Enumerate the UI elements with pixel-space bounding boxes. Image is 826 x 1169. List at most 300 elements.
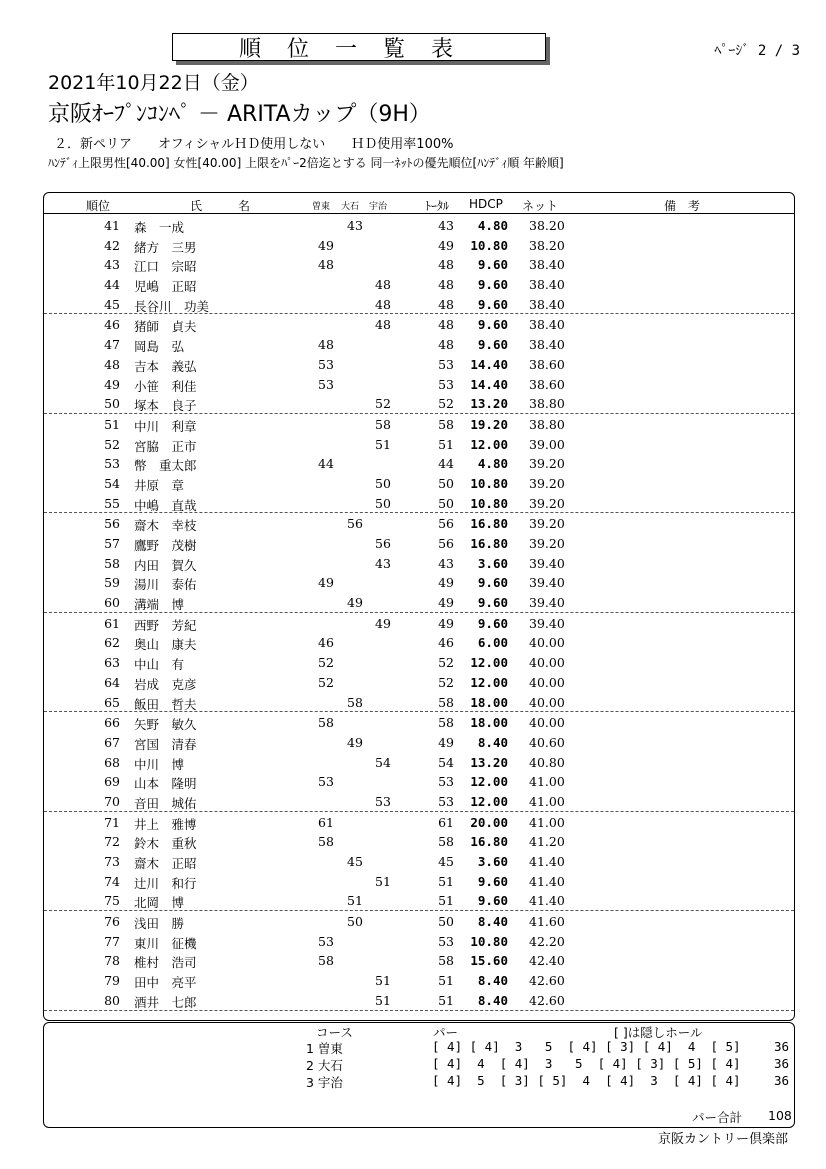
cell-name: 矢野 敏久	[134, 717, 197, 733]
cell-total: 44	[438, 456, 454, 472]
cell-net: 41.00	[529, 814, 565, 830]
hidden-hole-note: [ ]は隠しホール	[614, 1025, 703, 1040]
table-row	[44, 831, 794, 851]
table-row	[44, 553, 794, 573]
event-date: 2021年10月22日（金）	[48, 72, 259, 94]
cell-rank: 43	[104, 257, 120, 273]
cell-s1: 53	[318, 376, 334, 392]
course-holes: [ 4] 4 [ 4] 3 5 [ 4] [ 3] [ 5] [ 4]	[432, 1056, 741, 1071]
course-label: コース	[316, 1025, 353, 1040]
cell-name: 塚本 良子	[134, 398, 197, 414]
header-hdcp: HDCP	[469, 197, 503, 211]
course-holes: [ 4] [ 4] 3 5 [ 4] [ 3] [ 4] 4 [ 5]	[432, 1039, 741, 1054]
cell-net: 38.80	[529, 396, 565, 412]
cell-rank: 77	[104, 933, 120, 949]
cell-s1: 52	[318, 674, 334, 690]
cell-total: 49	[438, 734, 454, 750]
cell-net: 38.20	[529, 218, 565, 233]
cell-hdcp: 18.00	[470, 694, 508, 710]
cell-rank: 47	[104, 337, 120, 353]
cell-total: 58	[438, 834, 454, 850]
club-name: 京阪カントリー倶楽部	[657, 1132, 788, 1147]
table-row	[44, 970, 794, 990]
cell-total: 48	[438, 317, 454, 333]
cell-hdcp: 10.80	[470, 475, 508, 491]
cell-s3: 51	[375, 973, 391, 989]
cell-s2: 51	[347, 893, 363, 909]
cell-rank: 65	[104, 694, 120, 710]
cell-hdcp: 16.80	[470, 834, 508, 850]
cell-hdcp: 9.60	[477, 595, 508, 611]
cell-name: 浅田 勝	[134, 916, 185, 932]
cell-name: 小笹 利佳	[134, 378, 197, 394]
cell-s1: 53	[318, 774, 334, 790]
cell-rank: 73	[104, 854, 120, 869]
cell-net: 39.20	[529, 475, 565, 491]
cell-name: 飯田 哲夫	[134, 696, 197, 712]
cell-hdcp: 9.60	[477, 873, 508, 889]
cell-rank: 52	[104, 436, 120, 452]
cell-net: 42.20	[529, 933, 565, 949]
cell-name: 岡島 弘	[134, 339, 185, 355]
cell-hdcp: 8.40	[477, 734, 508, 750]
cell-net: 39.20	[529, 536, 565, 551]
cell-rank: 59	[104, 575, 120, 591]
table-row	[44, 990, 794, 1011]
cell-net: 39.20	[529, 516, 565, 532]
cell-hdcp: 4.80	[477, 218, 508, 233]
cell-hdcp: 10.80	[470, 237, 508, 253]
table-row	[44, 672, 794, 692]
cell-total: 51	[438, 973, 454, 989]
cell-s1: 61	[318, 814, 334, 830]
cell-hdcp: 12.00	[470, 674, 508, 690]
header-course-1: 曽東	[312, 202, 331, 212]
course-name: 2 大石	[306, 1058, 343, 1073]
cell-name: 幣 重太郎	[134, 458, 197, 474]
cell-s3: 52	[375, 396, 391, 412]
cell-rank: 56	[104, 516, 120, 532]
cell-name: 中川 博	[134, 756, 185, 772]
cell-total: 52	[438, 674, 454, 690]
cell-total: 49	[438, 237, 454, 253]
cell-rank: 75	[104, 893, 120, 909]
cell-rank: 55	[104, 495, 120, 511]
cell-net: 40.00	[529, 715, 565, 731]
course-row	[44, 1039, 794, 1057]
cell-rank: 54	[104, 475, 120, 491]
cell-name: 酒井 七郎	[134, 994, 197, 1010]
cell-net: 40.60	[529, 734, 565, 750]
cell-total: 49	[438, 615, 454, 631]
cell-net: 41.40	[529, 893, 565, 909]
header-total: ﾄｰﾀﾙ	[425, 199, 450, 213]
cell-s1: 58	[318, 953, 334, 969]
cell-s3: 51	[375, 873, 391, 889]
cell-hdcp: 9.60	[477, 317, 508, 333]
cell-net: 41.00	[529, 774, 565, 790]
cell-rank: 42	[104, 237, 120, 253]
cell-s3: 56	[375, 536, 391, 551]
cell-total: 53	[438, 376, 454, 392]
cell-name: 西野 芳紀	[134, 617, 197, 633]
cell-hdcp: 8.40	[477, 992, 508, 1008]
cell-s3: 51	[375, 992, 391, 1008]
cell-total: 53	[438, 933, 454, 949]
results-table	[43, 192, 795, 1021]
page-indicator: ﾍﾟｰｼﾞ 2 / 3	[714, 43, 800, 59]
cell-total: 43	[438, 555, 454, 571]
cell-total: 51	[438, 873, 454, 889]
cell-s3: 50	[375, 495, 391, 511]
cell-total: 46	[438, 635, 454, 651]
cell-s1: 49	[318, 237, 334, 253]
table-row	[44, 354, 794, 374]
table-row	[44, 434, 794, 454]
cell-s1: 53	[318, 356, 334, 372]
table-row	[44, 890, 794, 911]
cell-name: 宮国 清春	[134, 736, 197, 752]
cell-net: 39.20	[529, 456, 565, 472]
cell-total: 48	[438, 257, 454, 273]
cell-net: 42.60	[529, 992, 565, 1008]
table-row	[44, 254, 794, 274]
cell-s3: 51	[375, 436, 391, 452]
cell-total: 53	[438, 774, 454, 790]
cell-s2: 58	[347, 694, 363, 710]
cell-net: 41.60	[529, 914, 565, 930]
cell-name: 中山 有	[134, 657, 185, 673]
cell-rank: 60	[104, 595, 120, 611]
cell-rank: 69	[104, 774, 120, 790]
cell-hdcp: 18.00	[470, 715, 508, 731]
cell-hdcp: 9.60	[477, 337, 508, 353]
cell-name: 井原 章	[134, 477, 185, 493]
cell-name: 緒方 三男	[134, 239, 197, 255]
cell-s3: 48	[375, 296, 391, 312]
course-info-panel	[43, 1022, 795, 1128]
cell-net: 39.40	[529, 595, 565, 611]
cell-net: 42.40	[529, 953, 565, 969]
cell-s3: 54	[375, 754, 391, 770]
cell-net: 40.00	[529, 694, 565, 710]
table-row	[44, 692, 794, 713]
table-row	[44, 235, 794, 255]
cell-name: 森 一成	[134, 220, 185, 235]
cell-net: 40.00	[529, 655, 565, 671]
table-row	[44, 334, 794, 354]
cell-name: 猪師 貞夫	[134, 319, 197, 335]
course-total: 36	[774, 1056, 790, 1071]
table-row	[44, 752, 794, 772]
table-row	[44, 613, 794, 633]
cell-name: 東川 征機	[134, 935, 197, 951]
cell-s2: 56	[347, 516, 363, 532]
cell-net: 41.00	[529, 793, 565, 809]
cell-rank: 67	[104, 734, 120, 750]
header-course-3: 宇治	[369, 202, 388, 212]
cell-total: 48	[438, 337, 454, 353]
cell-net: 40.80	[529, 754, 565, 770]
cell-total: 52	[438, 396, 454, 412]
cell-name: 江口 宗昭	[134, 259, 197, 275]
cell-rank: 79	[104, 973, 120, 989]
cell-s2: 49	[347, 595, 363, 611]
cell-s1: 48	[318, 257, 334, 273]
cell-s2: 45	[347, 854, 363, 869]
cell-rank: 50	[104, 396, 120, 412]
cell-hdcp: 9.60	[477, 575, 508, 591]
cell-name: 音田 城佑	[134, 795, 197, 811]
cell-net: 39.00	[529, 436, 565, 452]
cell-rank: 80	[104, 992, 120, 1008]
cell-total: 58	[438, 715, 454, 731]
table-row	[44, 393, 794, 414]
cell-net: 39.40	[529, 575, 565, 591]
cell-rank: 61	[104, 615, 120, 631]
cell-name: 児嶋 正昭	[134, 279, 197, 295]
cell-hdcp: 10.80	[470, 495, 508, 511]
cell-s1: 44	[318, 456, 334, 472]
cell-total: 54	[438, 754, 454, 770]
cell-total: 53	[438, 793, 454, 809]
cell-rank: 45	[104, 296, 120, 312]
cell-hdcp: 8.40	[477, 914, 508, 930]
cell-s3: 53	[375, 793, 391, 809]
cell-total: 51	[438, 893, 454, 909]
table-row	[44, 414, 794, 434]
cell-hdcp: 6.00	[477, 635, 508, 651]
cell-rank: 51	[104, 416, 120, 432]
header-remarks: 備 考	[664, 199, 701, 213]
table-row	[44, 215, 794, 235]
table-row	[44, 493, 794, 514]
cell-name: 北岡 博	[134, 895, 185, 911]
course-total: 36	[774, 1073, 790, 1088]
table-row	[44, 513, 794, 533]
cell-name: 山本 隆明	[134, 776, 197, 792]
table-row	[44, 592, 794, 613]
table-row	[44, 374, 794, 394]
cell-net: 39.40	[529, 615, 565, 631]
cell-net: 38.40	[529, 337, 565, 353]
cell-rank: 74	[104, 873, 120, 889]
cell-total: 50	[438, 914, 454, 930]
table-row	[44, 950, 794, 970]
cell-total: 51	[438, 436, 454, 452]
cell-rank: 53	[104, 456, 120, 472]
cell-name: 吉本 義弘	[134, 358, 197, 374]
cell-net: 38.60	[529, 356, 565, 372]
cell-name: 田中 亮平	[134, 975, 197, 991]
cell-hdcp: 9.60	[477, 277, 508, 293]
cell-rank: 63	[104, 655, 120, 671]
table-row	[44, 911, 794, 931]
cell-total: 61	[438, 814, 454, 830]
table-row	[44, 791, 794, 812]
cell-net: 38.60	[529, 376, 565, 392]
header-name: 氏 名	[190, 199, 251, 213]
cell-rank: 49	[104, 376, 120, 392]
cell-s2: 49	[347, 734, 363, 750]
cell-net: 40.00	[529, 635, 565, 651]
cell-net: 38.40	[529, 317, 565, 333]
cell-hdcp: 9.60	[477, 615, 508, 631]
header-course-2: 大石	[341, 202, 360, 212]
cell-rank: 46	[104, 317, 120, 333]
cell-rank: 64	[104, 674, 120, 690]
table-row	[44, 652, 794, 672]
cell-rank: 58	[104, 555, 120, 571]
cell-name: 内田 賀久	[134, 557, 197, 573]
cell-hdcp: 13.20	[470, 396, 508, 412]
cell-name: 宮脇 正市	[134, 438, 197, 454]
table-row	[44, 453, 794, 473]
cell-name: 溝端 博	[134, 597, 185, 613]
course-row	[44, 1056, 794, 1074]
cell-net: 38.20	[529, 237, 565, 253]
cell-hdcp: 15.60	[470, 953, 508, 969]
cell-s3: 50	[375, 475, 391, 491]
cell-name: 椎村 浩司	[134, 955, 197, 971]
cell-total: 53	[438, 356, 454, 372]
cell-rank: 62	[104, 635, 120, 651]
cell-hdcp: 14.40	[470, 356, 508, 372]
cell-total: 49	[438, 575, 454, 591]
cell-total: 58	[438, 953, 454, 969]
cell-hdcp: 4.80	[477, 456, 508, 472]
cell-name: 中川 利章	[134, 418, 197, 434]
cell-s2: 43	[347, 218, 363, 233]
header-divider	[44, 213, 794, 214]
cell-hdcp: 16.80	[470, 516, 508, 532]
cell-rank: 71	[104, 814, 120, 830]
table-row	[44, 871, 794, 891]
cell-hdcp: 3.60	[477, 555, 508, 571]
cell-rank: 68	[104, 754, 120, 770]
table-row	[44, 274, 794, 294]
cell-hdcp: 9.60	[477, 893, 508, 909]
cell-hdcp: 12.00	[470, 436, 508, 452]
cell-s3: 48	[375, 277, 391, 293]
cell-name: 齋木 幸枝	[134, 518, 197, 534]
cell-net: 41.20	[529, 834, 565, 850]
table-row	[44, 314, 794, 334]
course-name: 1 曽東	[306, 1041, 343, 1056]
table-row	[44, 712, 794, 732]
cell-net: 38.40	[529, 257, 565, 273]
cell-total: 58	[438, 416, 454, 432]
table-row	[44, 851, 794, 871]
cell-name: 鈴木 重秋	[134, 836, 197, 852]
cell-total: 50	[438, 495, 454, 511]
table-row	[44, 771, 794, 791]
table-row	[44, 294, 794, 315]
par-label: パー	[433, 1025, 459, 1040]
page-title: 順位一覧表	[172, 33, 546, 61]
table-body	[44, 215, 794, 1011]
table-row	[44, 812, 794, 832]
cell-hdcp: 8.40	[477, 973, 508, 989]
cell-s1: 48	[318, 337, 334, 353]
cell-s2: 50	[347, 914, 363, 930]
cell-hdcp: 9.60	[477, 296, 508, 312]
course-row	[44, 1073, 794, 1091]
cell-name: 井上 雅博	[134, 816, 197, 832]
cell-hdcp: 12.00	[470, 655, 508, 671]
cell-total: 48	[438, 277, 454, 293]
cell-s1: 46	[318, 635, 334, 651]
cell-rank: 72	[104, 834, 120, 850]
cell-s1: 49	[318, 575, 334, 591]
cell-hdcp: 13.20	[470, 754, 508, 770]
cell-net: 39.20	[529, 495, 565, 511]
cell-s1: 53	[318, 933, 334, 949]
cell-hdcp: 12.00	[470, 774, 508, 790]
course-holes: [ 4] 5 [ 3] [ 5] 4 [ 4] 3 [ 4] [ 4]	[432, 1073, 741, 1088]
table-row	[44, 931, 794, 951]
cell-hdcp: 10.80	[470, 933, 508, 949]
cell-hdcp: 12.00	[470, 793, 508, 809]
cell-rank: 44	[104, 277, 120, 293]
cell-name: 齋木 正昭	[134, 856, 197, 871]
cell-total: 50	[438, 475, 454, 491]
table-row	[44, 572, 794, 592]
cell-name: 奥山 康夫	[134, 637, 197, 653]
cell-s1: 58	[318, 715, 334, 731]
cell-hdcp: 3.60	[477, 854, 508, 869]
cell-name: 中嶋 直哉	[134, 497, 197, 513]
cell-total: 51	[438, 992, 454, 1008]
table-row	[44, 473, 794, 493]
par-total-label: パー合計	[692, 1110, 743, 1125]
course-total: 36	[774, 1039, 790, 1054]
cell-name: 長谷川 功美	[134, 298, 210, 314]
cell-total: 48	[438, 296, 454, 312]
cell-total: 58	[438, 694, 454, 710]
par-total-value: 108	[768, 1108, 792, 1123]
header-net: ネット	[522, 199, 559, 213]
cell-net: 39.40	[529, 555, 565, 571]
event-name: 京阪ｵｰﾌﾟﾝｺﾝﾍﾟ － ARITAカップ（9H）	[48, 102, 431, 127]
cell-rank: 41	[104, 218, 120, 233]
cell-rank: 70	[104, 793, 120, 809]
cell-name: 岩成 克彦	[134, 676, 197, 692]
table-row	[44, 533, 794, 553]
cell-total: 49	[438, 595, 454, 611]
cell-total: 52	[438, 655, 454, 671]
cell-hdcp: 9.60	[477, 257, 508, 273]
cell-total: 43	[438, 218, 454, 233]
cell-s3: 49	[375, 615, 391, 631]
cell-name: 湯川 泰佑	[134, 577, 197, 593]
cell-s3: 58	[375, 416, 391, 432]
cell-s3: 48	[375, 317, 391, 333]
cell-rank: 48	[104, 356, 120, 372]
table-row	[44, 632, 794, 652]
cell-rank: 66	[104, 715, 120, 731]
cell-total: 56	[438, 516, 454, 532]
cell-s1: 58	[318, 834, 334, 850]
cell-name: 鷹野 茂樹	[134, 538, 197, 553]
table-header	[44, 197, 794, 212]
cell-hdcp: 19.20	[470, 416, 508, 432]
course-name: 3 宇治	[306, 1075, 343, 1090]
cell-net: 41.40	[529, 873, 565, 889]
cell-name: 辻川 和行	[134, 875, 197, 891]
cell-net: 38.80	[529, 416, 565, 432]
cell-total: 45	[438, 854, 454, 869]
